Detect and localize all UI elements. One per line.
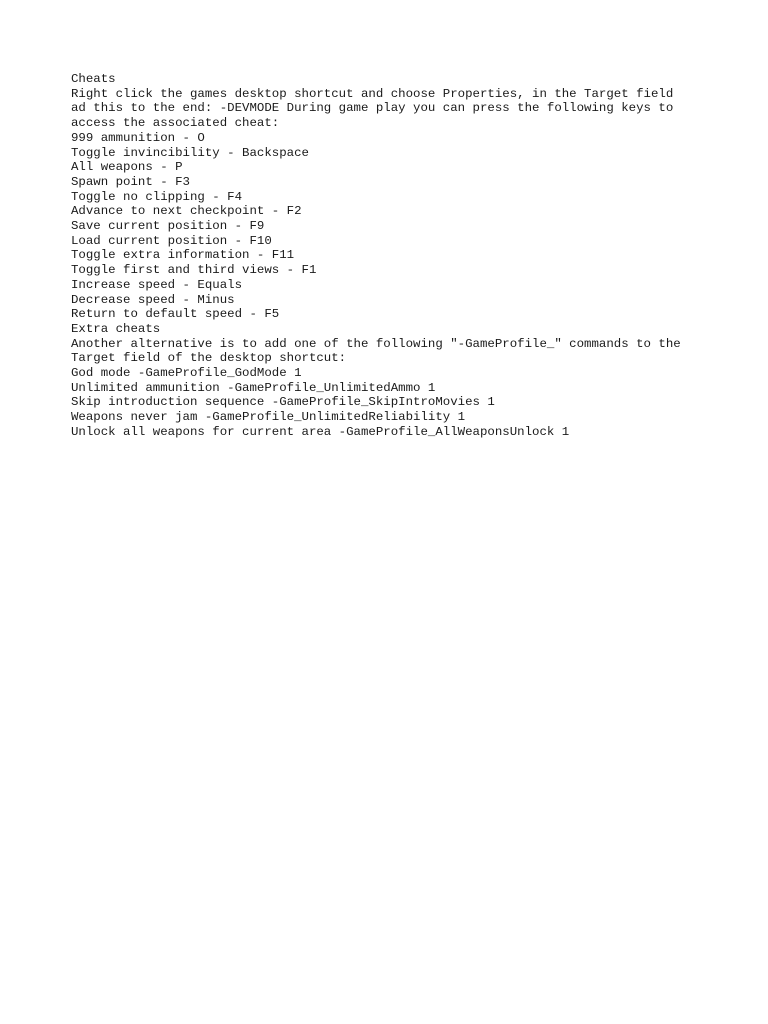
cheat-key-line: Toggle extra information - F11: [71, 248, 295, 263]
cheat-key-line: Toggle first and third views - F1: [71, 263, 317, 278]
cheat-key-line: Toggle no clipping - F4: [71, 189, 243, 204]
game-profile-command-line: Unlimited ammunition -GameProfile_UnlimitedAmmo 1: [71, 380, 436, 395]
instruction-line: Right click the games desktop shortcut and choose Properties, in the Target field: [71, 86, 674, 101]
cheat-key-line: Spawn point - F3: [71, 174, 190, 189]
document-page: [71, 72, 731, 440]
game-profile-command-line: God mode -GameProfile_GodMode 1: [71, 366, 302, 381]
cheat-key-line: Advance to next checkpoint - F2: [71, 204, 302, 219]
game-profile-command-line: Skip introduction sequence -GameProfile_SkipIntroMovies 1: [71, 395, 495, 410]
cheat-key-line: Decrease speed - Minus: [71, 292, 235, 307]
cheat-key-line: Save current position - F9: [71, 219, 265, 234]
instruction-line: Target field of the desktop shortcut:: [71, 351, 347, 366]
instruction-line: access the associated cheat:: [71, 116, 280, 131]
cheat-key-line: Return to default speed - F5: [71, 307, 280, 322]
cheat-key-line: All weapons - P: [71, 160, 183, 175]
game-profile-command-line: Weapons never jam -GameProfile_UnlimitedReliability 1: [71, 410, 466, 425]
section-heading-cheats: Cheats: [71, 72, 116, 86]
instruction-line: ad this to the end: -DEVMODE During game play you can press the following keys to: [71, 101, 674, 116]
instruction-line: Another alternative is to add one of the following "-GameProfile_" commands to the: [71, 336, 681, 351]
cheat-key-line: Toggle invincibility - Backspace: [71, 145, 309, 160]
cheat-key-line: Load current position - F10: [71, 233, 272, 248]
game-profile-command-line: Unlock all weapons for current area -GameProfile_AllWeaponsUnlock 1: [71, 424, 570, 439]
cheat-key-line: Increase speed - Equals: [71, 277, 243, 292]
section-heading-extra-cheats: Extra cheats: [71, 321, 161, 336]
cheat-key-line: 999 ammunition - O: [71, 130, 205, 145]
